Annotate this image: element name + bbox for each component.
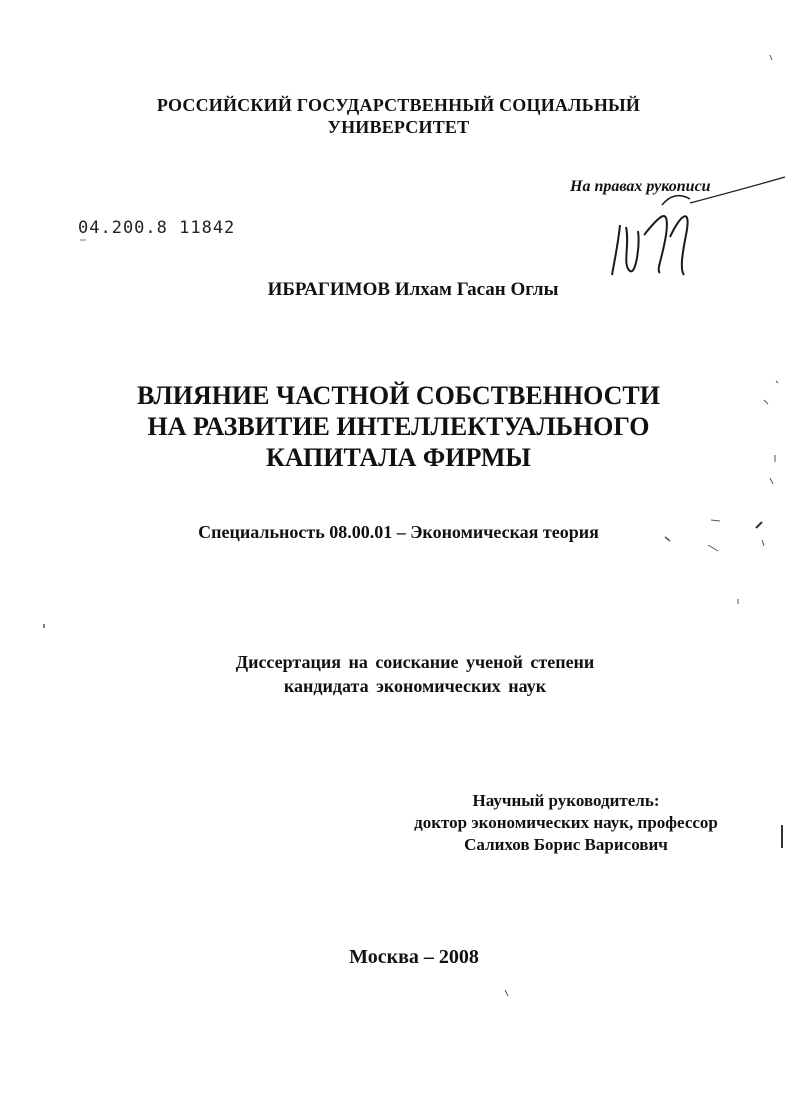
university-line-1: РОССИЙСКИЙ ГОСУДАРСТВЕННЫЙ СОЦИАЛЬНЫЙ	[156, 95, 641, 115]
title-line-2: НА РАЗВИТИЕ ИНТЕЛЛЕКТУАЛЬНОГО	[147, 412, 650, 441]
author-name: ИБРАГИМОВ Илхам Гасан Оглы	[267, 279, 559, 300]
city-and-year: Москва – 2008	[349, 946, 479, 968]
supervisor-heading: Научный руководитель:	[472, 791, 660, 810]
degree-line-2: кандидата экономических наук	[283, 676, 547, 696]
title-line-1: ВЛИЯНИЕ ЧАСТНОЙ СОБСТВЕННОСТИ	[136, 381, 660, 410]
title-line-3: КАПИТАЛА ФИРМЫ	[266, 443, 531, 472]
supervisor-degree: доктор экономических наук, профессор	[414, 813, 718, 832]
manuscript-note: На правах рукописи	[570, 178, 711, 195]
university-line-2: УНИВЕРСИТЕТ	[327, 117, 470, 137]
archive-stamp-code: 04.200.8 11842	[78, 218, 236, 238]
specialty: Специальность 08.00.01 – Экономическая теория	[198, 522, 599, 542]
supervisor-name: Салихов Борис Варисович	[464, 835, 668, 854]
degree-line-1: Диссертация на соискание ученой степени	[235, 652, 595, 672]
